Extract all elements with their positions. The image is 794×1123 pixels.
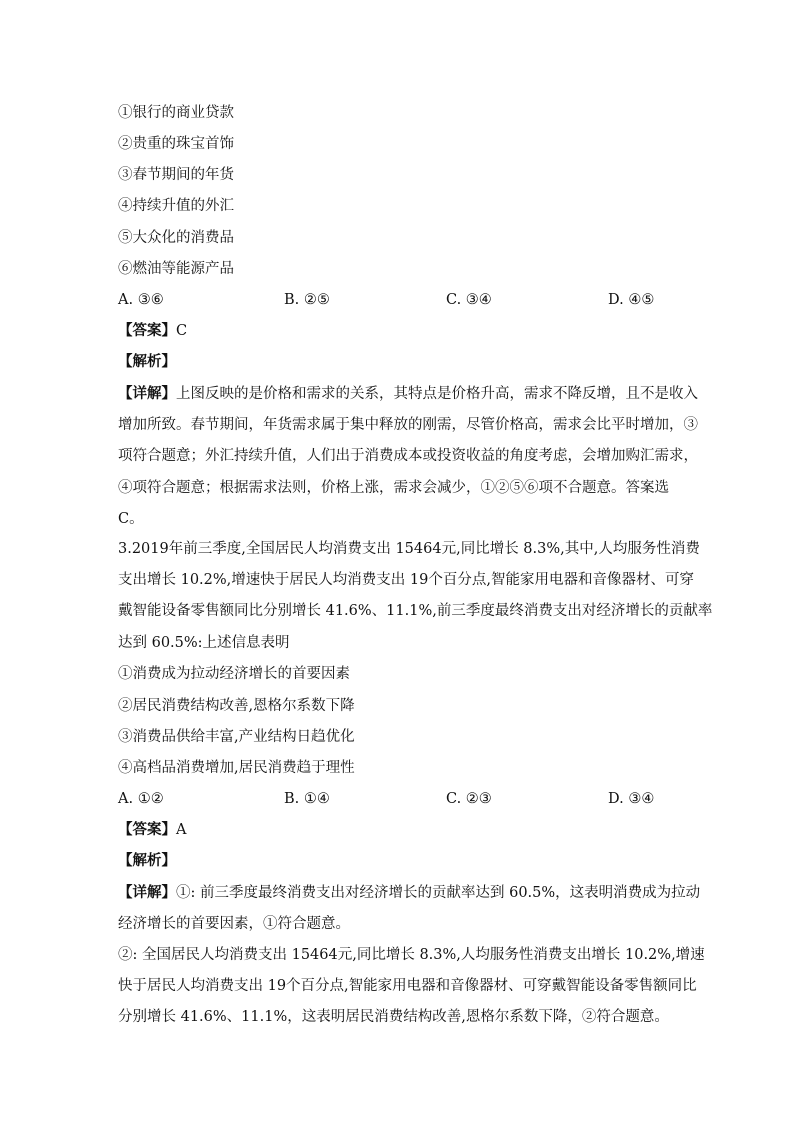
answer-value: C: [176, 323, 188, 339]
q2-analysis-label: 【解析】: [118, 353, 176, 370]
q3-detail2-paragraph: [118, 940, 705, 1034]
detail-label: 【详解】: [118, 385, 176, 402]
q3-detail-paragraph: [118, 877, 701, 940]
q3-option-d: D. ③④: [608, 791, 655, 807]
q3-stem-line-2: 支出增长 10.2%,增速快于居民人均消费支出 19个百分点,智能家用电器和音像器材、可穿: [118, 572, 694, 589]
q3-detail2-line-3: 分别增长 41.6%、11.1%，这表明居民消费结构改善,恩格尔系数下降，②符合题意。: [118, 1009, 669, 1026]
answer-label: 【答案】: [118, 322, 176, 339]
q2-item-1: ①银行的商业贷款: [118, 105, 234, 121]
answer-label: 【答案】: [118, 821, 176, 838]
q3-analysis-label: 【解析】: [118, 852, 176, 869]
q3-detail-line-1: 【详解】①: 前三季度最终消费支出对经济增长的贡献率达到 60.5%，这表明消费成为拉动: [118, 884, 701, 901]
q3-detail2-line-1: ②: 全国居民人均消费支出 15464元,同比增长 8.3%,人均服务性消费支出增长 10.2%,增速: [118, 947, 705, 963]
q2-detail-line-5: C。: [118, 510, 144, 527]
q3-detail2-line-2: 快于居民人均消费支出 19个百分点,智能家用电器和音像器材、可穿戴智能设备零售额同比: [118, 978, 697, 995]
q2-detail-line-2: 增加所致。春节期间，年货需求属于集中释放的刚需，尽管价格高，需求会比平时增加，③: [118, 417, 698, 434]
q2-detail-line-1: 【详解】上图反映的是价格和需求的关系，其特点是价格升高，需求不降反增，且不是收入: [118, 385, 698, 402]
q2-answer: [118, 322, 683, 340]
q3-stem: [118, 534, 713, 659]
q2-detail-paragraph: [118, 378, 698, 535]
q2-detail-line-3: 项符合题意；外汇持续升值，人们出于消费成本或投资收益的角度考虑，会增加购汇需求，: [118, 448, 698, 465]
q2-option-b: B. ②⑤: [284, 292, 330, 308]
q3-item-2: ②居民消费结构改善,恩格尔系数下降: [118, 698, 355, 714]
q3-stem-line-4: 达到 60.5%:上述信息表明: [118, 634, 290, 651]
q3-option-c: C. ②③: [446, 791, 492, 807]
q2-detail-line-4: ④项符合题意；根据需求法则，价格上涨，需求会减少，①②⑤⑥项不合题意。答案选: [118, 479, 669, 496]
q3-item-1: ①消费成为拉动经济增长的首要因素: [118, 666, 350, 682]
q2-item-3: ③春节期间的年货: [118, 167, 234, 183]
q2-item-6: ⑥燃油等能源产品: [118, 261, 234, 277]
q3-item-4: ④高档品消费增加,居民消费趋于理性: [118, 760, 355, 776]
q3-answer: [118, 821, 683, 839]
q3-item-3: ③消费品供给丰富,产业结构日趋优化: [118, 729, 355, 745]
q3-option-a: A. ①②: [118, 791, 164, 807]
q3-stem-line-1: 3.2019年前三季度,全国居民人均消费支出 15464元,同比增长 8.3%,其中,人均服务性消费: [118, 541, 700, 557]
q3-stem-line-3: 戴智能设备零售额同比分别增长 41.6%、11.1%,前三季度最终消费支出对经济增长的贡献率: [118, 603, 713, 620]
q2-item-2: ②贵重的珠宝首饰: [118, 136, 234, 152]
q3-detail-line-2: 经济增长的首要因素，①符合题意。: [118, 916, 350, 933]
q3-option-b: B. ①④: [284, 791, 330, 807]
q2-option-a: A. ③⑥: [118, 292, 164, 308]
answer-value: A: [176, 822, 187, 838]
q2-item-4: ④持续升值的外汇: [118, 198, 234, 214]
q2-item-5: ⑤大众化的消费品: [118, 230, 234, 246]
q2-option-d: D. ④⑤: [608, 292, 655, 308]
detail-label: 【详解】: [118, 884, 176, 901]
q2-option-c: C. ③④: [446, 292, 492, 308]
